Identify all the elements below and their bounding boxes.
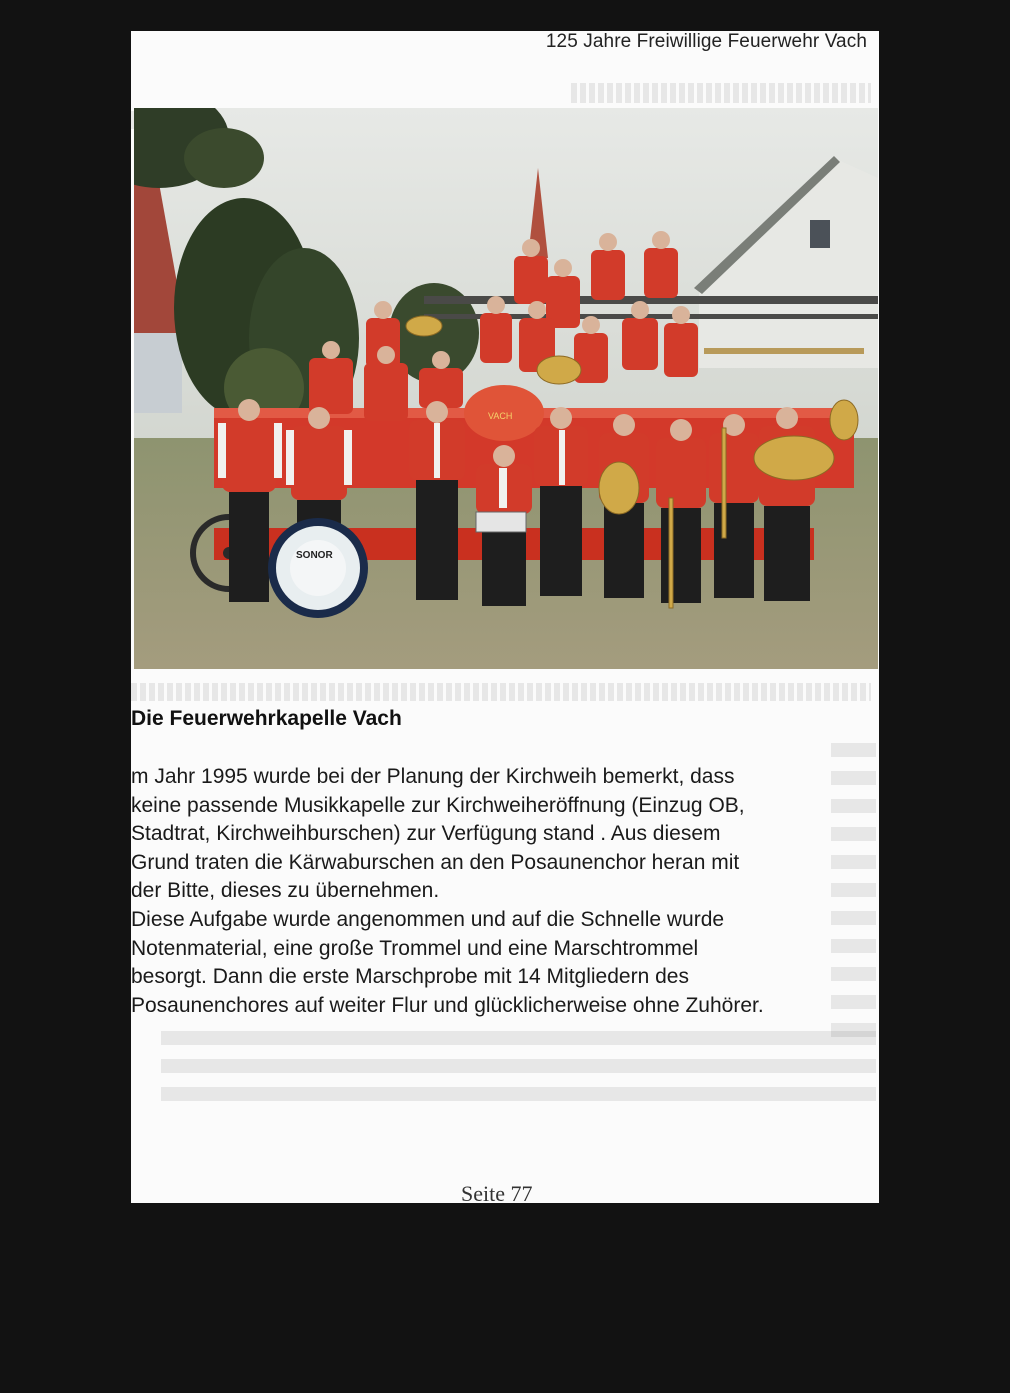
article-line: m Jahr 1995 wurde bei der Planung der Kirchweih bemerkt, dass (131, 765, 735, 788)
article-line: keine passende Musikkapelle zur Kirchweiheröffnung (Einzug OB, (131, 793, 745, 817)
bleed-through-text (131, 683, 871, 701)
page-header: 125 Jahre Freiwillige Feuerwehr Vach (545, 31, 867, 52)
article-line: der Bitte, dieses zu übernehmen. (131, 879, 440, 903)
article-line: besorgt. Dann die erste Marschprobe mit 14 Mitgliedern des (131, 965, 689, 989)
article-body (131, 763, 879, 1020)
document-page (131, 31, 879, 1203)
article-heading: Die Feuerwehrkapelle Vach (131, 707, 402, 730)
bleed-through-text (161, 1031, 876, 1115)
article-line: Stadtrat, Kirchweihburschen) zur Verfügung stand . Aus diesem (131, 822, 721, 846)
band-group-photo (134, 108, 878, 669)
page-number: Seite 77 (461, 1181, 533, 1203)
article-line: Grund traten die Kärwaburschen an den Posaunenchor heran mit (131, 850, 740, 874)
vehicle-lettering: VACH (488, 411, 513, 421)
bleed-through-text (571, 83, 871, 103)
drum-brand: SONOR (296, 550, 333, 561)
article-line: Posaunenchores auf weiter Flur und glücklicherweise ohne Zuhörer. (131, 993, 764, 1017)
article-line: Diese Aufgabe wurde angenommen und auf die Schnelle wurde (131, 907, 725, 931)
bass-drum (272, 522, 364, 614)
article-line: Notenmaterial, eine große Trommel und eine Marschtrommel (131, 936, 699, 960)
